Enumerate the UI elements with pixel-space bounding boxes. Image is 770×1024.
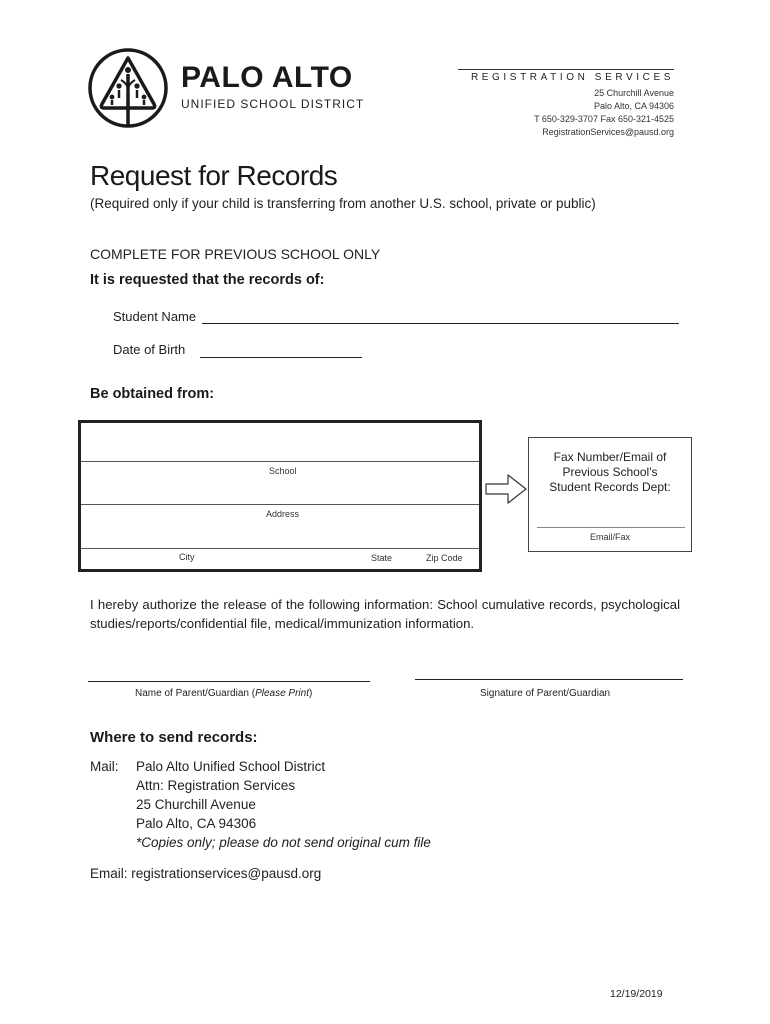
registration-divider: [458, 69, 674, 70]
registration-title: REGISTRATION SERVICES: [470, 72, 674, 83]
mail-label: Mail:: [90, 759, 119, 774]
student-name-field[interactable]: [202, 323, 679, 324]
brand-subtitle: UNIFIED SCHOOL DISTRICT: [181, 97, 365, 111]
city-label: City: [179, 552, 195, 562]
student-name-label: Student Name: [113, 309, 197, 324]
section-heading-obtained-from: Be obtained from:: [90, 386, 215, 402]
parent-name-label-italic: Please Print: [255, 688, 309, 699]
mail-line-2: Attn: Registration Services: [136, 778, 296, 793]
school-label: School: [269, 466, 297, 476]
mail-line-1: Palo Alto Unified School District: [136, 759, 326, 774]
tree-of-people-logo-icon: [88, 46, 168, 130]
parent-name-label-text: Name of Parent/Guardian (: [135, 688, 256, 699]
brand-name: PALO ALTO: [181, 61, 353, 94]
mail-line-3: 25 Churchill Avenue: [136, 797, 256, 812]
parent-name-field[interactable]: [88, 681, 370, 682]
mail-address: [136, 757, 431, 852]
email-fax-label: Email/Fax: [589, 532, 630, 542]
page-title: Request for Records: [90, 160, 338, 191]
address-line-2: Palo Alto, CA 94306: [593, 101, 674, 111]
arrow-right-icon: [484, 472, 528, 506]
page-subtitle: (Required only if your child is transferring from another U.S. school, private or public): [90, 196, 596, 211]
where-to-send-heading: Where to send records:: [90, 729, 258, 746]
fax-title-line-2: Previous School's: [562, 465, 658, 479]
address-field-line[interactable]: [81, 504, 479, 505]
phone-fax: T 650-329-3707 Fax 650-321-4525: [534, 114, 674, 124]
fax-box-title: [529, 450, 691, 495]
email-send-line: Email: registrationservices@pausd.org: [90, 866, 322, 881]
date-of-birth-field[interactable]: [200, 357, 362, 358]
city-state-zip-field-line[interactable]: [81, 548, 479, 549]
zip-code-label: Zip Code: [426, 553, 463, 563]
date-of-birth-label: Date of Birth: [113, 342, 186, 357]
section-heading-previous-school: COMPLETE FOR PREVIOUS SCHOOL ONLY: [90, 246, 381, 262]
section-heading-records-of: It is requested that the records of:: [90, 272, 325, 288]
mail-line-4: Palo Alto, CA 94306: [136, 816, 257, 831]
copies-note: *Copies only; please do not send original cum file: [136, 835, 431, 850]
fax-title-line-1: Fax Number/Email of: [553, 450, 667, 464]
email-fax-field-line[interactable]: [537, 527, 685, 528]
parent-name-label-end: ): [308, 688, 313, 699]
state-label: State: [371, 553, 393, 563]
fax-email-box: [528, 437, 692, 552]
authorization-text: I hereby authorize the release of the following information: School cumulative records, psychological studies/reports/confidential file, medical/immunization information.: [90, 597, 680, 631]
parent-signature-label: Signature of Parent/Guardian: [480, 688, 611, 699]
contact-email: RegistrationServices@pausd.org: [542, 127, 674, 137]
footer-date: 12/19/2019: [610, 988, 663, 1000]
parent-signature-field[interactable]: [415, 679, 683, 680]
address-label: Address: [266, 509, 300, 519]
school-field-line[interactable]: [81, 461, 479, 462]
address-line-1: 25 Churchill Avenue: [594, 88, 674, 98]
school-info-box: [78, 420, 482, 572]
parent-name-label: [135, 688, 312, 699]
fax-title-line-3: Student Records Dept:: [549, 480, 671, 494]
